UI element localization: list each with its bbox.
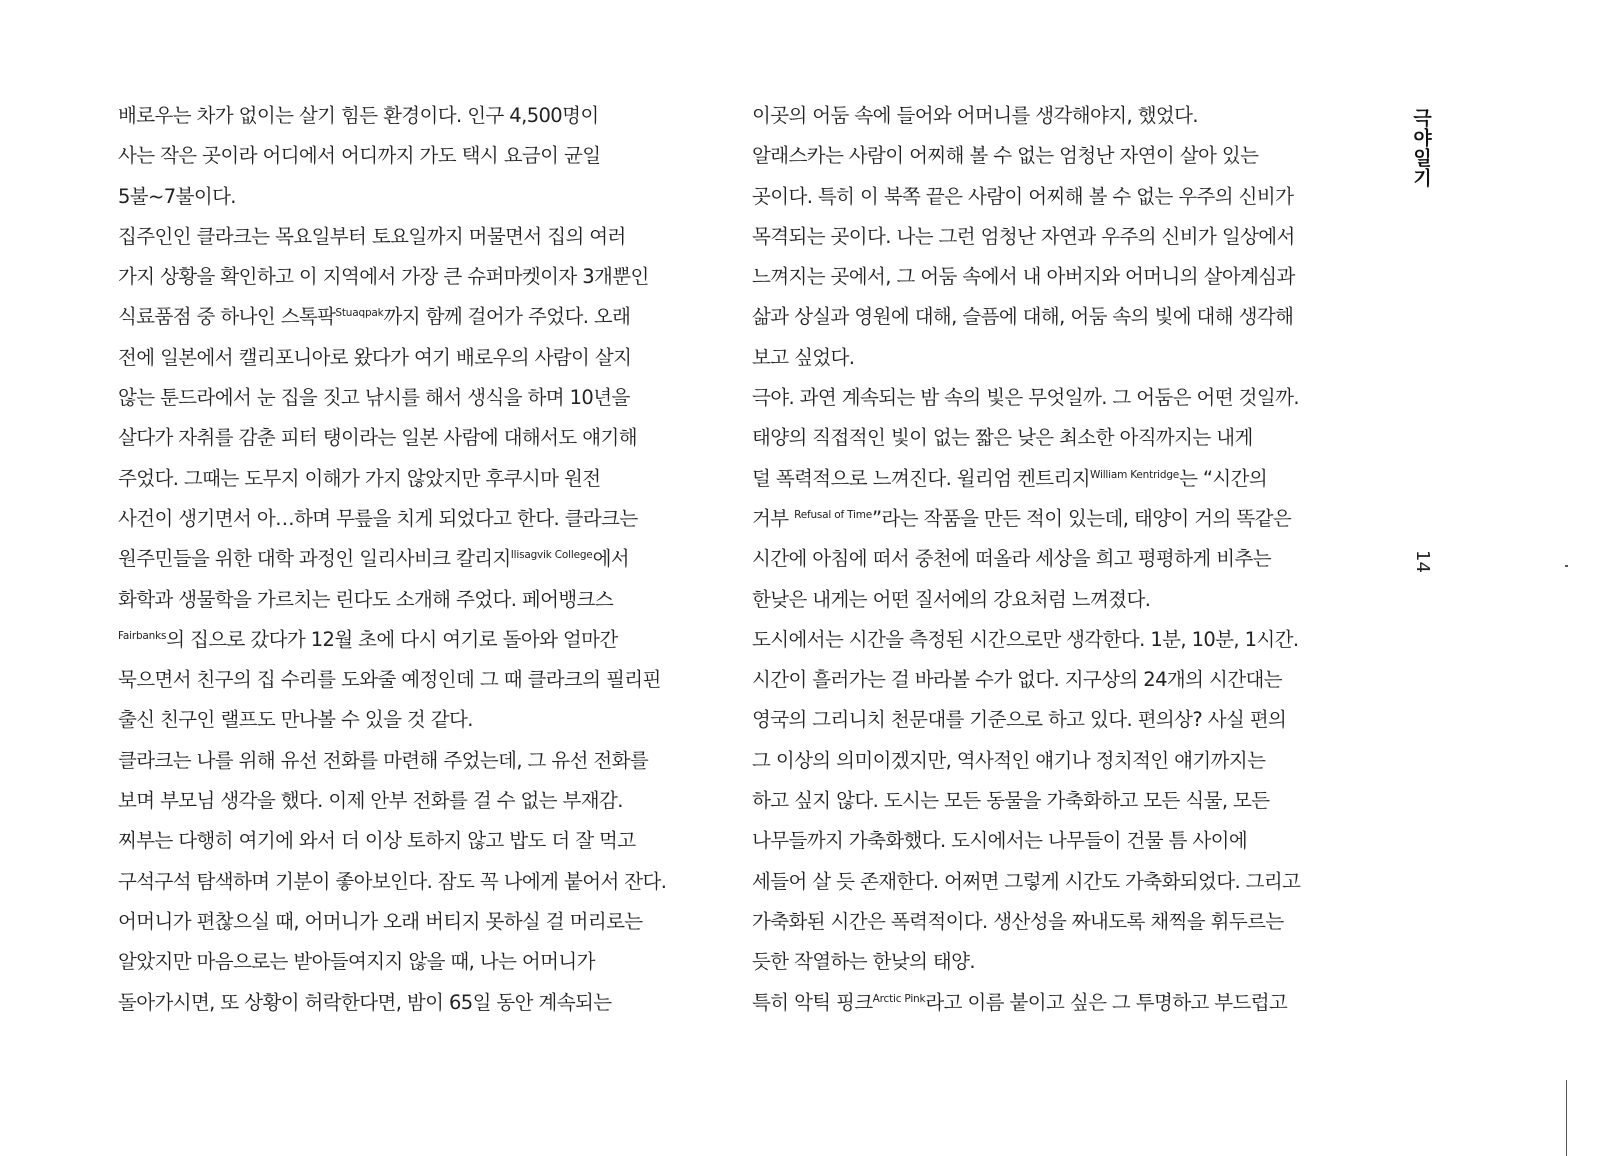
text-line bbox=[752, 136, 1352, 176]
text-line bbox=[118, 781, 718, 821]
page-edge-line bbox=[1566, 1080, 1567, 1156]
left-text-column bbox=[118, 96, 718, 1023]
line-text: 듯한 작열하는 한낮의 태양. bbox=[752, 950, 976, 974]
text-line bbox=[118, 459, 718, 499]
text-line bbox=[118, 338, 718, 378]
line-text-after: ”라는 작품을 만든 적이 있는데, 태양이 거의 똑같은 bbox=[872, 506, 1292, 530]
line-text-after: 의 집으로 갔다가 12월 초에 다시 여기로 돌아와 얼마간 bbox=[166, 627, 618, 651]
text-line bbox=[752, 539, 1352, 579]
line-text: 한낮은 내게는 어떤 질서에의 강요처럼 느껴졌다. bbox=[752, 587, 1151, 611]
line-text: 그 이상의 의미이겠지만, 역사적인 얘기나 정치적인 얘기까지는 bbox=[752, 748, 1266, 772]
line-text: 세들어 살 듯 존재한다. 어쩌면 그렇게 시간도 가축화되었다. 그리고 bbox=[752, 869, 1301, 893]
text-line bbox=[752, 942, 1352, 982]
line-text: 구석구석 탐색하며 기분이 좋아보인다. 잠도 꼭 나에게 붙어서 잔다. bbox=[118, 869, 667, 893]
line-text: 알래스카는 사람이 어찌해 볼 수 없는 엄청난 자연이 살아 있는 bbox=[752, 144, 1259, 168]
text-line bbox=[118, 297, 718, 337]
text-line bbox=[118, 96, 718, 136]
text-line bbox=[118, 217, 718, 257]
text-line bbox=[118, 620, 718, 660]
line-text: 하고 싶지 않다. 도시는 모든 동물을 가축화하고 모든 식물, 모든 bbox=[752, 789, 1270, 813]
text-line bbox=[118, 821, 718, 861]
text-line bbox=[752, 177, 1352, 217]
line-superscript: Stuaqpak bbox=[335, 307, 384, 320]
line-superscript: William Kentridge bbox=[1090, 468, 1180, 481]
line-text: 찌부는 다행히 여기에 와서 더 이상 토하지 않고 밥도 더 잘 먹고 bbox=[118, 829, 636, 853]
line-text: 출신 친구인 랠프도 만나볼 수 있을 것 같다. bbox=[118, 708, 473, 732]
line-text: 느껴지는 곳에서, 그 어둠 속에서 내 아버지와 어머니의 살아계심과 bbox=[752, 265, 1295, 289]
line-text: 삶과 상실과 영원에 대해, 슬픔에 대해, 어둠 속의 빛에 대해 생각해 bbox=[752, 305, 1294, 329]
text-line bbox=[752, 297, 1352, 337]
text-line bbox=[752, 580, 1352, 620]
text-line bbox=[118, 378, 718, 418]
text-line bbox=[752, 418, 1352, 458]
text-line bbox=[118, 539, 718, 579]
text-line bbox=[118, 660, 718, 700]
text-line bbox=[118, 862, 718, 902]
line-text: 묵으면서 친구의 집 수리를 도와줄 예정인데 그 때 클라크의 필리핀 bbox=[118, 668, 661, 692]
text-line bbox=[752, 217, 1352, 257]
line-superscript: Arctic Pink bbox=[872, 992, 926, 1005]
text-line bbox=[752, 700, 1352, 740]
text-line bbox=[118, 741, 718, 781]
text-line bbox=[118, 257, 718, 297]
line-text: 돌아가시면, 또 상황이 허락한다면, 밤이 65일 동안 계속되는 bbox=[118, 990, 612, 1014]
line-text: 태양의 직접적인 빛이 없는 짧은 낮은 최소한 아직까지는 내게 bbox=[752, 426, 1253, 450]
text-line bbox=[752, 459, 1352, 499]
line-text: 어머니가 편찮으실 때, 어머니가 오래 버티지 못하실 걸 머리로는 bbox=[118, 909, 643, 933]
text-line bbox=[752, 781, 1352, 821]
line-text: 특히 악틱 핑크 bbox=[752, 990, 873, 1014]
line-text: 살다가 자취를 감춘 피터 탱이라는 일본 사람에 대해서도 얘기해 bbox=[118, 426, 637, 450]
text-line bbox=[752, 96, 1352, 136]
right-text-column bbox=[752, 96, 1352, 1023]
text-line bbox=[752, 338, 1352, 378]
line-text: 알았지만 마음으로는 받아들여지지 않을 때, 나는 어머니가 bbox=[118, 950, 595, 974]
text-line bbox=[118, 580, 718, 620]
text-line bbox=[752, 902, 1352, 942]
line-text: 주었다. 그때는 도무지 이해가 가지 않았지만 후쿠시마 원전 bbox=[118, 466, 601, 490]
text-line bbox=[118, 418, 718, 458]
line-text: 도시에서는 시간을 측정된 시간으로만 생각한다. 1분, 10분, 1시간. bbox=[752, 627, 1299, 651]
line-text: 보고 싶었다. bbox=[752, 345, 855, 369]
line-text: 가지 상황을 확인하고 이 지역에서 가장 큰 슈퍼마켓이자 3개뿐인 bbox=[118, 265, 649, 289]
line-text: 집주인인 클라크는 목요일부터 토요일까지 머물면서 집의 여러 bbox=[118, 224, 626, 248]
line-text-after: 는 “시간의 bbox=[1179, 466, 1268, 490]
line-text: 가축화된 시간은 폭력적이다. 생산성을 짜내도록 채찍을 휘두르는 bbox=[752, 909, 1284, 933]
line-text: 거부 bbox=[752, 506, 795, 530]
text-line bbox=[118, 942, 718, 982]
line-text: 식료품점 중 하나인 스톡팍 bbox=[118, 305, 336, 329]
line-text: 배로우는 차가 없이는 살기 힘든 환경이다. 인구 4,500명이 bbox=[118, 104, 599, 127]
line-text: 사건이 생기면서 아…하며 무릎을 치게 되었다고 한다. 클라크는 bbox=[118, 506, 638, 530]
line-text: 사는 작은 곳이라 어디에서 어디까지 가도 택시 요금이 균일 bbox=[118, 144, 601, 168]
line-text: 않는 툰드라에서 눈 집을 짓고 낚시를 해서 생식을 하며 10년을 bbox=[118, 386, 630, 410]
running-title: 극야일기 bbox=[1410, 108, 1432, 188]
line-text: 덜 폭력적으로 느껴진다. 윌리엄 켄트리지 bbox=[752, 466, 1091, 490]
text-line bbox=[752, 378, 1352, 418]
line-text: 곳이다. 특히 이 북쪽 끝은 사람이 어찌해 볼 수 없는 우주의 신비가 bbox=[752, 184, 1294, 208]
text-line bbox=[752, 257, 1352, 297]
text-line bbox=[752, 983, 1352, 1023]
text-line bbox=[752, 620, 1352, 660]
line-text-after: 에서 bbox=[592, 547, 630, 571]
text-line bbox=[118, 499, 718, 539]
line-text: 보며 부모님 생각을 했다. 이제 안부 전화를 걸 수 없는 부재감. bbox=[118, 789, 623, 813]
line-text: 극야. 과연 계속되는 밤 속의 빛은 무엇일까. 그 어둠은 어떤 것일까. bbox=[752, 386, 1299, 410]
text-line bbox=[752, 862, 1352, 902]
line-text: 목격되는 곳이다. 나는 그런 엄청난 자연과 우주의 신비가 일상에서 bbox=[752, 224, 1295, 248]
line-text: 클라크는 나를 위해 유선 전화를 마련해 주었는데, 그 유선 전화를 bbox=[118, 748, 649, 772]
line-text: 원주민들을 위한 대학 과정인 일리사비크 칼리지 bbox=[118, 547, 511, 571]
page-number: 14 bbox=[1412, 550, 1433, 573]
line-text: 시간이 흘러가는 걸 바라볼 수가 없다. 지구상의 24개의 시간대는 bbox=[752, 668, 1282, 692]
text-line bbox=[752, 821, 1352, 861]
line-text: 전에 일본에서 캘리포니아로 왔다가 여기 배로우의 사람이 살지 bbox=[118, 345, 632, 369]
text-line bbox=[752, 499, 1352, 539]
page-edge-tick bbox=[1565, 565, 1568, 567]
text-line bbox=[118, 177, 718, 217]
text-line bbox=[118, 700, 718, 740]
text-line bbox=[118, 136, 718, 176]
line-superscript: Fairbanks bbox=[118, 629, 167, 642]
line-text: 시간에 아침에 떠서 중천에 떠올라 세상을 희고 평평하게 비추는 bbox=[752, 547, 1271, 571]
line-text: 5불~7불이다. bbox=[118, 184, 236, 208]
line-text: 이곳의 어둠 속에 들어와 어머니를 생각해야지, 했었다. bbox=[752, 104, 1199, 127]
line-superscript: Refusal of Time bbox=[794, 508, 873, 521]
text-line bbox=[118, 902, 718, 942]
text-line bbox=[118, 983, 718, 1023]
line-superscript: Ilisagvik College bbox=[510, 549, 593, 562]
line-text: 화학과 생물학을 가르치는 린다도 소개해 주었다. 페어뱅크스 bbox=[118, 587, 614, 611]
text-line bbox=[752, 660, 1352, 700]
line-text: 영국의 그리니치 천문대를 기준으로 하고 있다. 편의상? 사실 편의 bbox=[752, 708, 1287, 732]
line-text: 나무들까지 가축화했다. 도시에서는 나무들이 건물 틈 사이에 bbox=[752, 829, 1248, 853]
line-text-after: 까지 함께 걸어가 주었다. 오래 bbox=[383, 305, 631, 329]
line-text-after: 라고 이름 붙이고 싶은 그 투명하고 부드럽고 bbox=[925, 990, 1288, 1014]
text-line bbox=[752, 741, 1352, 781]
